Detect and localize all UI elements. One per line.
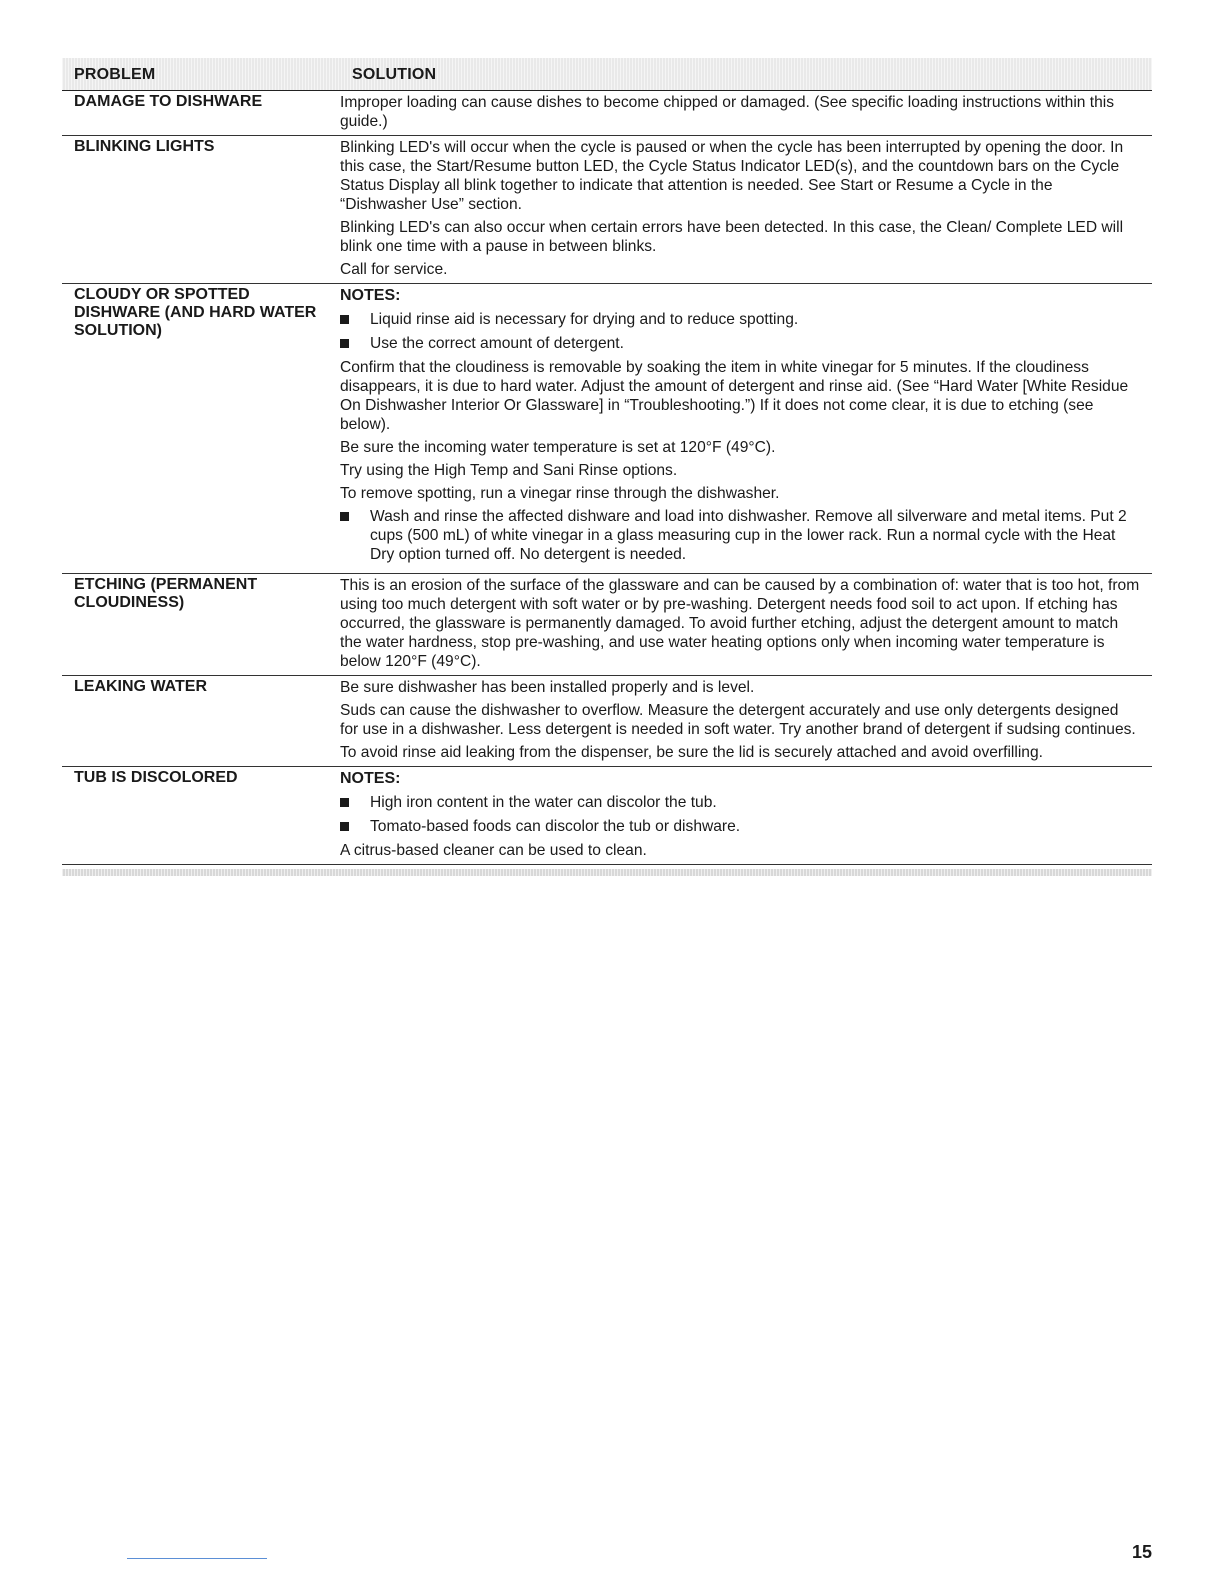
bullet-item [340,793,1140,812]
solution-text: Try using the High Temp and Sani Rinse options. [340,462,678,479]
bullet-square-icon [340,798,349,807]
solution-cell [340,574,1152,675]
table-row [62,676,1152,767]
page-number: 15 [1131,1542,1152,1562]
solution-text: To avoid rinse aid leaking from the dispenser, be sure the lid is securely attached and avoid overfilling. [340,744,1043,761]
solution-text: Blinking LED's can also occur when certain errors have been detected. In this case, the Clean/ Complete LED will blink one time with a pause in between blinks. [340,219,1124,255]
solution-cell [340,767,1152,864]
problem-cell: BLINKING LIGHTS [74,138,215,155]
table-row [62,767,1152,865]
problem-cell: ETCHING (PERMANENT CLOUDINESS) [74,576,258,611]
bullet-text: Liquid rinse aid is necessary for drying and to reduce spotting. [370,311,799,328]
solution-cell [340,136,1152,283]
table-header [62,58,1152,91]
bullet-square-icon [340,315,349,324]
header-solution: SOLUTION [352,66,437,83]
bullet-item [340,817,1140,836]
header-problem: PROBLEM [74,66,156,83]
bullet-item [340,310,1140,329]
bullet-item [340,334,1140,353]
solution-text: To remove spotting, run a vinegar rinse through the dishwasher. [340,485,780,502]
troubleshooting-table [62,58,1152,876]
notes-heading: NOTES: [340,770,401,787]
table-row [62,91,1152,136]
solution-cell [340,91,1152,135]
bullet-text: High iron content in the water can discolor the tub. [370,794,717,811]
solution-text: Suds can cause the dishwasher to overflow. Measure the detergent accurately and use only detergents designed for use in a dishwasher. Less detergent is needed in soft water. Try another brand of detergent if sudsing continues. [340,702,1136,738]
solution-text: Blinking LED's will occur when the cycle is paused or when the cycle has been interrupted by opening the door. In this case, the Start/Resume button LED, the Cycle Status Indicator LED(s), and the countdown bars on the Cycle Status Display all blink together to indicate that attention is needed. See Start or Resume a Cycle in the “Dishwasher Use” section. [340,139,1124,213]
bullet-text: Tomato-based foods can discolor the tub or dishware. [370,818,741,835]
bullet-text: Use the correct amount of detergent. [370,335,624,352]
problem-cell: TUB IS DISCOLORED [74,769,238,786]
problem-cell: LEAKING WATER [74,678,208,695]
solution-text: Be sure the incoming water temperature is set at 120°F (49°C). [340,439,776,456]
bullet-square-icon [340,339,349,348]
solution-cell [340,676,1152,766]
bullet-square-icon [340,822,349,831]
solution-text: Be sure dishwasher has been installed properly and is level. [340,679,755,696]
problem-cell: DAMAGE TO DISHWARE [74,93,263,110]
table-bottom-rule [62,869,1152,876]
solution-text: Call for service. [340,261,448,278]
solution-text: A citrus-based cleaner can be used to clean. [340,842,647,859]
table-row [62,136,1152,284]
notes-heading: NOTES: [340,287,401,304]
solution-cell [340,284,1152,573]
bullet-square-icon [340,512,349,521]
solution-text: This is an erosion of the surface of the glassware and can be caused by a combination of: water that is too hot, from using too much detergent with soft water or by pre-washing. Detergent needs food soil to act upon. If etching has occurred, the glassware is permanently damaged. To avoid further etching, adjust the detergent amount to match the water hardness, stop pre-washing, and use water heating options only when incoming water temperature is below 120°F (49°C). [340,577,1140,670]
bullet-text: Wash and rinse the affected dishware and load into dishwasher. Remove all silverware and metal items. Put 2 cups (500 mL) of white vinegar in a glass measuring cup in the lower rack. Run a normal cycle with the Heat Dry option turned off. No detergent is needed. [370,508,1127,563]
table-row [62,284,1152,574]
solution-text: Confirm that the cloudiness is removable by soaking the item in white vinegar for 5 minutes. If the cloudiness disappears, it is due to hard water. Adjust the amount of detergent and rinse aid. (See “Hard Water [White Residue On Dishwasher Interior Or Glassware] in “Troubleshooting.”) If it does not come clear, it is due to etching (see below). [340,359,1129,433]
bullet-item [340,507,1140,564]
footer-link-underline [127,1558,267,1559]
solution-text: Improper loading can cause dishes to become chipped or damaged. (See specific loading instructions within this guide.) [340,94,1115,130]
table-row [62,574,1152,676]
problem-cell: CLOUDY OR SPOTTED DISHWARE (AND HARD WATER SOLUTION) [74,286,317,339]
